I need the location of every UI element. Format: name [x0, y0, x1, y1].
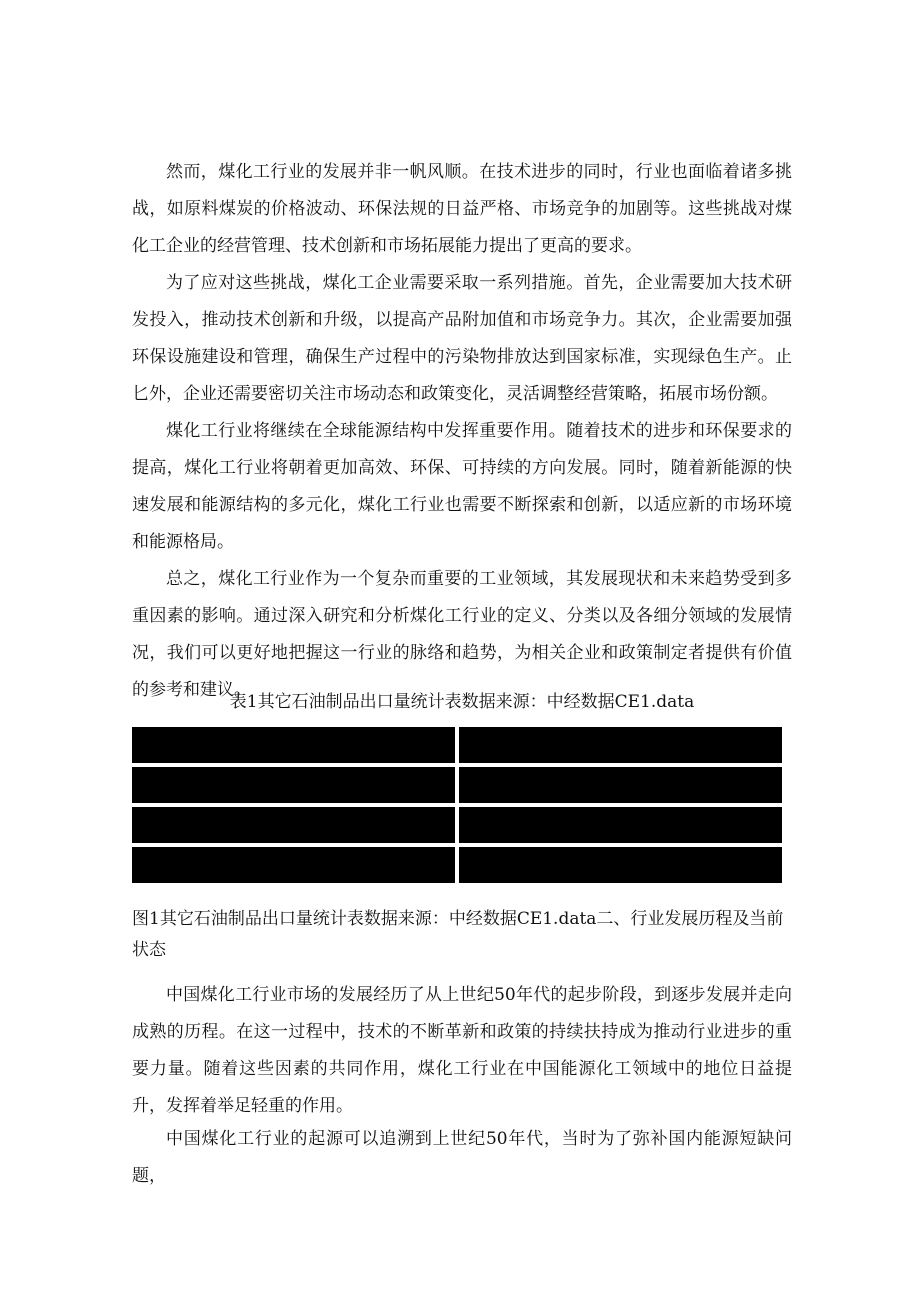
- paragraph-future-role: 煤化工行业将继续在全球能源结构中发挥重要作用。随着技术的进步和环保要求的提高，煤化工行业将朝着更加高效、环保、可持续的方向发展。同时，随着新能源的快速发展和能源结构的多元化，煤化工行业也需要不断探索和创新，以适应新的市场环境和能源格局。: [132, 421, 792, 552]
- table-cell: [132, 807, 455, 843]
- table-cell: [132, 767, 455, 803]
- table-cell: [132, 727, 455, 763]
- table-cell: [459, 767, 782, 803]
- data-table: [128, 723, 786, 887]
- paragraph-challenges: 然而，煤化工行业的发展并非一帆风顺。在技术进步的同时，行业也面临着诸多挑战，如原料煤炭的价格波动、环保法规的日益严格、市场竞争的加剧等。这些挑战对煤化工企业的经营管理、技术创新和市场拓展能力提出了更高的要求。: [132, 162, 792, 256]
- paragraph-measures: 为了应对这些挑战，煤化工企业需要采取一系列措施。首先，企业需要加大技术研发投入，推动技术创新和升级，以提高产品附加值和市场竞争力。其次，企业需要加强环保设施建设和管理，确保生产过程中的污染物排放达到国家标准，实现绿色生产。止匕外，企业还需要密切关注市场动态和政策变化，灵活调整经营策略，拓展市场份额。: [132, 273, 792, 404]
- table-row: [132, 727, 782, 763]
- table-row: [132, 767, 782, 803]
- figure-caption: 图1其它石油制品出口量统计表数据来源：中经数据CE1.data二、行业发展历程及当前状态: [132, 909, 784, 960]
- table-caption: 表1其它石油制品出口量统计表数据来源：中经数据CE1.data: [229, 692, 695, 712]
- table-cell: [459, 727, 782, 763]
- paragraph-summary: 总之，煤化工行业作为一个复杂而重要的工业领域，其发展现状和未来趋势受到多重因素的影响。通过深入研究和分析煤化工行业的定义、分类以及各细分领域的发展情况，我们可以更好地把握这一行业的脉络和趋势，为相关企业和政策制定者提供有价值的参考和建议。: [132, 569, 792, 700]
- table-cell: [459, 807, 782, 843]
- table-cell: [132, 847, 455, 883]
- paragraph-origin: 中国煤化工行业的起源可以追溯到上世纪50年代，当时为了弥补国内能源短缺问题，: [132, 1129, 792, 1186]
- table-row: [132, 847, 782, 883]
- table-row: [132, 807, 782, 843]
- table-cell: [459, 847, 782, 883]
- paragraph-history: 中国煤化工行业市场的发展经历了从上世纪50年代的起步阶段，到逐步发展并走向成熟的历程。在这一过程中，技术的不断革新和政策的持续扶持成为推动行业进步的重要力量。随着这些因素的共同作用，煤化工行业在中国能源化工领域中的地位日益提升，发挥着举足轻重的作用。: [132, 985, 792, 1116]
